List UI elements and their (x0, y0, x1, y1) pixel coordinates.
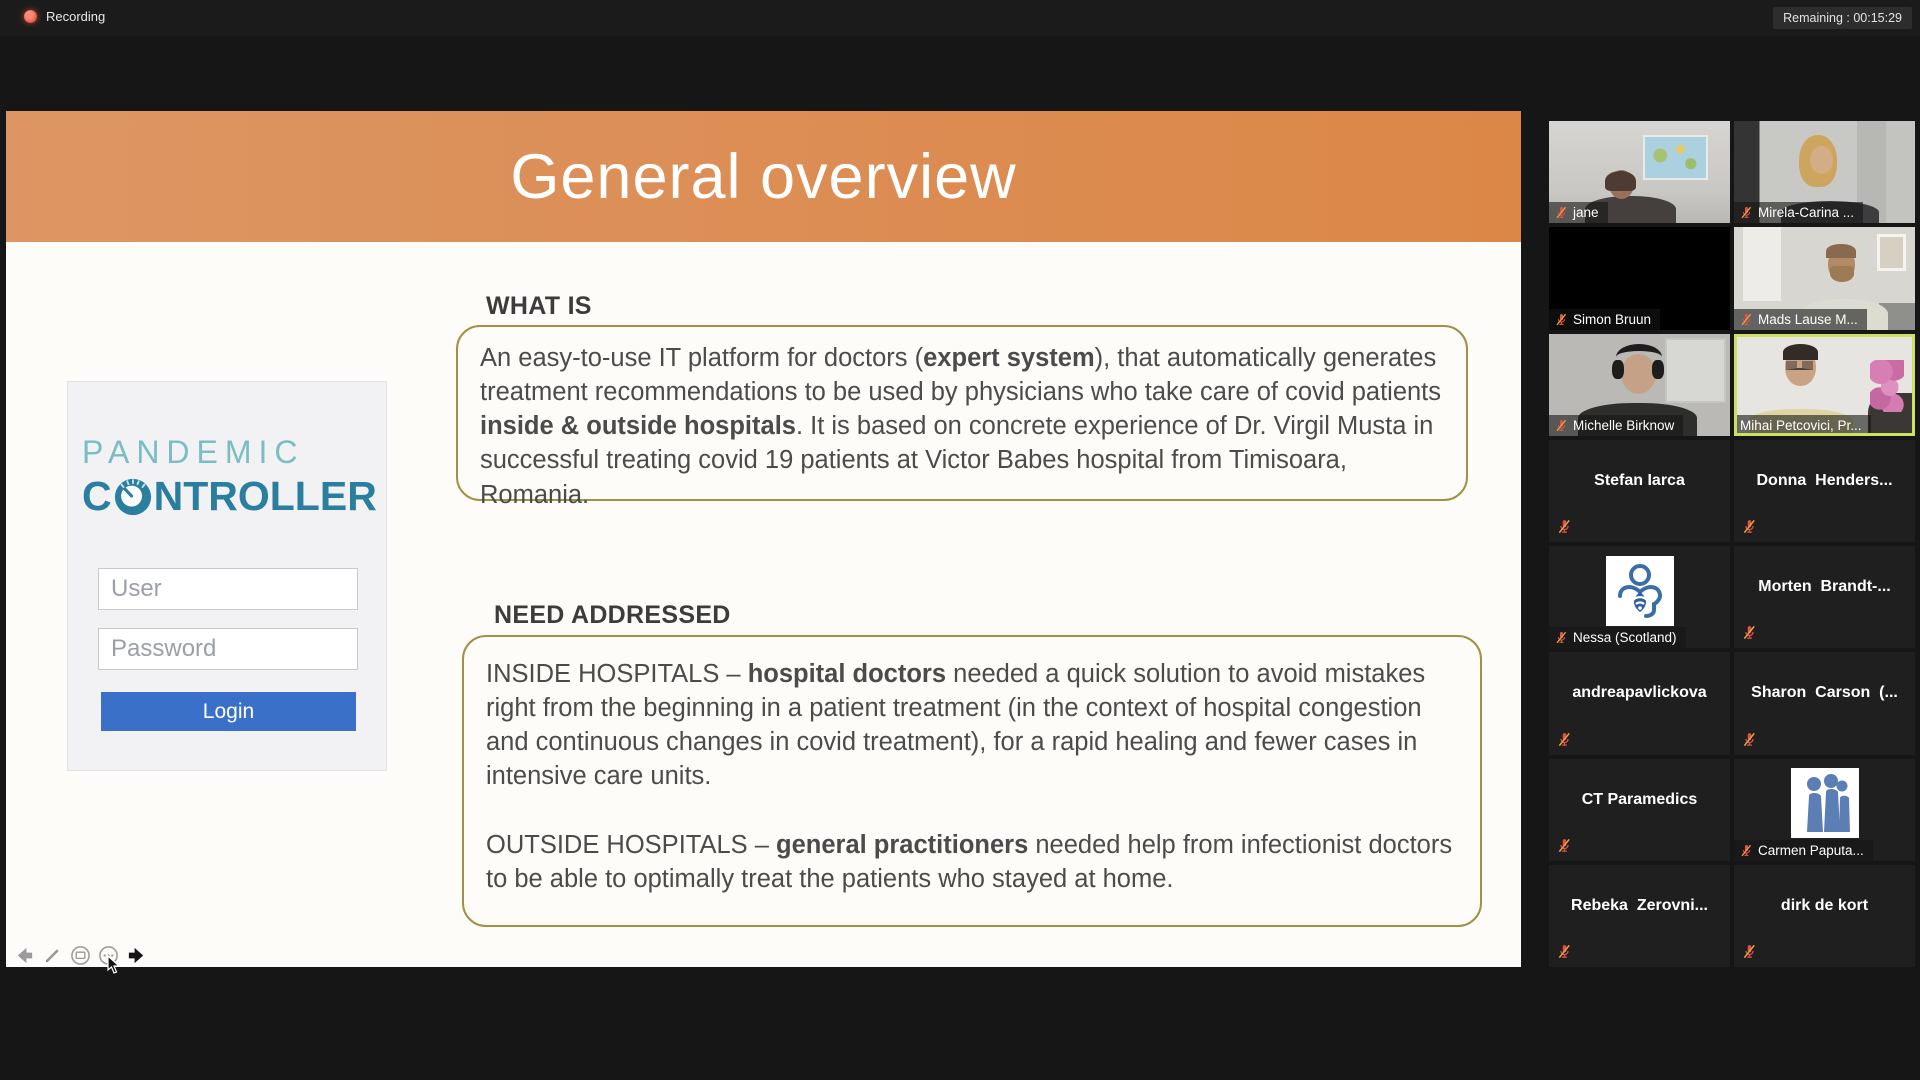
remaining-time-badge: Remaining : 00:15:29 (1773, 7, 1912, 29)
participant-tile-rebeka[interactable] (1549, 865, 1730, 967)
participant-tile-morten[interactable] (1734, 546, 1915, 648)
pandemic-controller-logo (82, 434, 382, 520)
need-addressed-heading: NEED ADDRESSED (494, 601, 731, 629)
muted-mic-icon (1555, 631, 1568, 644)
participant-tile-mirela[interactable] (1734, 121, 1915, 223)
user-input[interactable] (98, 568, 358, 610)
slide-title-banner (6, 111, 1521, 242)
muted-mic-icon (1555, 419, 1568, 432)
login-button[interactable]: Login (101, 692, 356, 731)
family-figures-logo (1797, 774, 1853, 832)
muted-mic-icon (1555, 206, 1568, 219)
need-bold-general-practitioners: general practitioners (776, 830, 1029, 859)
what-is-bold-inside-outside: inside & outside hospitals (480, 412, 796, 441)
logo-letters-ntroller: NTROLLER (153, 473, 377, 519)
participant-tile-mads[interactable] (1734, 227, 1915, 329)
need-bold-hospital-doctors: hospital doctors (747, 660, 947, 688)
participant-name-label: Carmen Paputa... (1734, 840, 1873, 861)
eyeglasses (1786, 361, 1813, 370)
muted-mic-icon (1740, 313, 1753, 326)
pen-tool-button[interactable] (42, 945, 63, 966)
next-slide-button[interactable] (126, 945, 147, 966)
recording-indicator (24, 9, 105, 24)
shared-slide (6, 111, 1521, 967)
participant-name: Donna Henders... (1756, 471, 1893, 489)
participant-tile-carmen[interactable] (1734, 759, 1915, 861)
what-is-text: An easy-to-use IT platform for doctors ( (480, 344, 924, 372)
participant-name: dirk de kort (1780, 896, 1869, 914)
participant-name-label: Michelle Birknow (1549, 415, 1683, 436)
participant-name: Rebeka Zerovni... (1571, 896, 1708, 914)
need-addressed-box (462, 635, 1482, 927)
participant-tile-mihai-active-speaker[interactable] (1734, 334, 1915, 436)
participant-name-label: Nessa (Scotland) (1549, 627, 1686, 648)
muted-mic-icon (1557, 838, 1572, 853)
participant-tile-sharon[interactable] (1734, 652, 1915, 754)
pandemic-controller-login-panel (67, 381, 387, 771)
participant-name-label: Mads Lause M... (1734, 309, 1867, 330)
participant-name-label: jane (1549, 202, 1608, 223)
what-is-text: ), that automatically generates treatment recommendations to be used by physicians who take care of covid patients (480, 344, 1442, 407)
meeting-top-bar (0, 0, 1920, 36)
muted-mic-icon (1740, 206, 1753, 219)
participant-name-label: Mihai Petcovici, Pr... (1734, 415, 1871, 436)
picture-frame (1877, 234, 1906, 271)
what-is-heading: WHAT IS (486, 292, 592, 320)
participant-tile-jane[interactable] (1549, 121, 1730, 223)
dial-knob-icon (113, 477, 153, 517)
mouse-cursor (107, 955, 121, 975)
participant-name: Morten Brandt-... (1758, 578, 1891, 596)
participant-tile-donna[interactable] (1734, 440, 1915, 542)
logo-word-pandemic: PANDEMIC (82, 434, 305, 470)
logo-letter-c: C (82, 473, 112, 519)
telehealth-logo-avatar (1606, 556, 1674, 626)
participant-tile-simon[interactable] (1549, 227, 1730, 329)
participant-tile-andrea[interactable] (1549, 652, 1730, 754)
window (1743, 227, 1781, 301)
logo-word-controller (82, 473, 382, 520)
participant-name-label: Mirela-Carina ... (1734, 202, 1863, 223)
slide-navigator-button[interactable] (70, 945, 91, 966)
person-heart-wifi-logo (1612, 562, 1668, 620)
password-input[interactable] (98, 628, 358, 670)
muted-mic-icon (1557, 519, 1572, 534)
participant-tile-nessa[interactable] (1549, 546, 1730, 648)
participant-tile-ct-paramedics[interactable] (1549, 759, 1730, 861)
participant-name: Sharon Carson (... (1751, 684, 1898, 702)
what-is-bold-expert-system: expert system (923, 344, 1095, 372)
what-is-text: . It is based on concrete experience of Dr. Virgil Musta in successful treating covid 19 patients at Victor Babes hospital from Timisoara, Romania. (480, 412, 1434, 509)
participant-name: Stefan Iarca (1594, 471, 1685, 489)
participant-tile-dirk[interactable] (1734, 865, 1915, 967)
participant-tile-stefan[interactable] (1549, 440, 1730, 542)
pink-flowers (1870, 360, 1904, 412)
participant-name: CT Paramedics (1581, 790, 1698, 808)
world-map-poster (1643, 135, 1708, 180)
need-paragraph-inside: INSIDE HOSPITALS – hospital doctors needed a quick solution to avoid mistakes right from the beginning in a patient treatment (in the context of hospital congestion and continuous changes in covid treatment), for a rapid healing and fewer cases in intensive care units. (486, 660, 1426, 791)
recording-dot-icon (24, 10, 37, 23)
participant-name: andreapavlickova (1572, 684, 1707, 702)
need-paragraph-outside: OUTSIDE HOSPITALS – general practitioners needed help from infectionist doctors to be able to optimally treat the patients who stayed at home. (486, 830, 1453, 893)
what-is-box (456, 325, 1468, 509)
muted-mic-icon (1742, 732, 1757, 747)
muted-mic-icon (1740, 844, 1753, 857)
muted-mic-icon (1742, 519, 1757, 534)
recording-label: Recording (46, 9, 106, 24)
presentation-toolbar (14, 945, 147, 966)
slide-title: General overview (510, 141, 1017, 212)
participant-name-label: Simon Bruun (1549, 309, 1660, 330)
muted-mic-icon (1555, 313, 1568, 326)
muted-mic-icon (1557, 732, 1572, 747)
whiteboard (1665, 338, 1727, 403)
participants-gallery (1549, 121, 1915, 967)
muted-mic-icon (1742, 625, 1757, 640)
participant-tile-michelle[interactable] (1549, 334, 1730, 436)
previous-slide-button[interactable] (14, 945, 35, 966)
muted-mic-icon (1557, 944, 1572, 959)
family-logo-avatar (1791, 768, 1859, 838)
muted-mic-icon (1742, 944, 1757, 959)
